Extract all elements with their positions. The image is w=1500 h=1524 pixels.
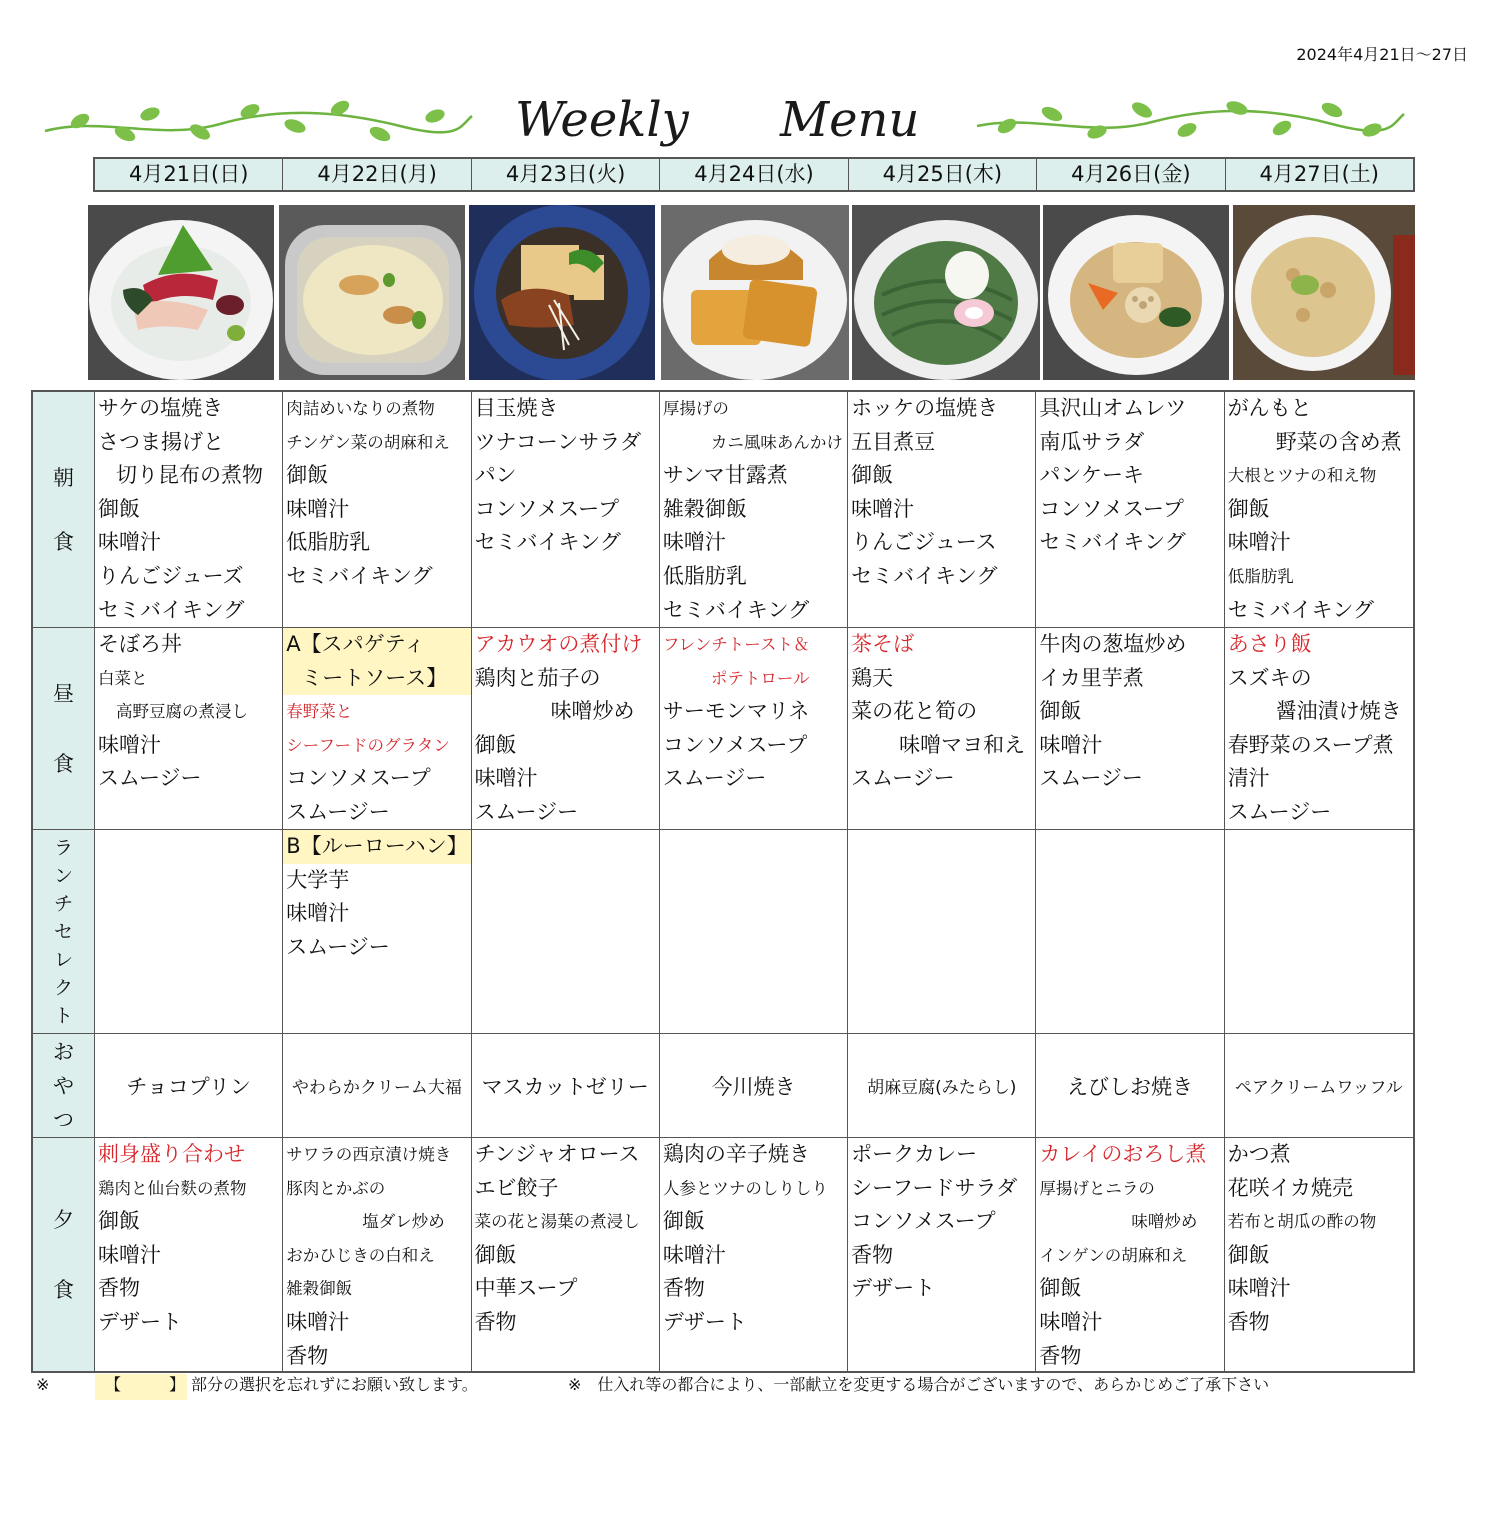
menu-item: 雑穀御飯 xyxy=(662,496,747,521)
menu-item: 味噌汁 xyxy=(1227,530,1291,555)
menu-item: ポテトロール xyxy=(710,668,810,688)
menu-item: さつま揚げと xyxy=(98,429,224,454)
simmered-vegetables-photo xyxy=(1043,205,1229,380)
lunch-select-cell xyxy=(1036,830,1224,1033)
menu-item: 南瓜サラダ xyxy=(1039,429,1145,454)
menu-item: 大学芋 xyxy=(286,867,350,892)
menu-item: 味噌汁 xyxy=(286,901,350,926)
title-weekly: Weekly xyxy=(515,92,689,148)
menu-item: スムージー xyxy=(1227,799,1332,824)
menu-item: 味噌汁 xyxy=(98,530,161,555)
menu-item: がんもと xyxy=(1227,396,1312,420)
menu-item: チンジャオロース xyxy=(474,1142,640,1166)
menu-item: 茶そば xyxy=(851,632,915,656)
lunch-option-a: A【スパゲティ xyxy=(283,628,470,662)
menu-item: 中華スープ xyxy=(474,1276,578,1301)
lunch-cell xyxy=(1036,628,1224,829)
breakfast-label xyxy=(33,392,95,627)
snack-item: やわらかクリーム大福 xyxy=(291,1078,462,1098)
menu-item: スムージー xyxy=(98,766,202,791)
menu-table xyxy=(31,390,1415,1373)
lunch-cell xyxy=(95,628,283,829)
snack-cell xyxy=(848,1034,1036,1137)
label-char: ク xyxy=(53,976,73,999)
snack-cell xyxy=(95,1034,283,1137)
menu-item: 味噌汁 xyxy=(98,1242,161,1267)
menu-item: スムージー xyxy=(474,799,579,824)
snack-cell xyxy=(1225,1034,1413,1137)
menu-item: シーフードのグラタン xyxy=(286,735,450,755)
menu-item: デザート xyxy=(98,1309,182,1334)
menu-item: スムージー xyxy=(286,799,390,824)
lunch-cell xyxy=(283,628,471,829)
menu-item: 香物 xyxy=(851,1242,894,1267)
lunch-select-label xyxy=(33,830,95,1033)
menu-item: 味噌炒め xyxy=(1131,1212,1198,1232)
menu-item: 味噌汁 xyxy=(286,1309,350,1334)
menu-item: 味噌汁 xyxy=(851,496,915,521)
menu-item: コンソメスープ xyxy=(851,1209,996,1234)
menu-item: 具沢山オムレツ xyxy=(1039,396,1187,420)
menu-item: 御飯 xyxy=(851,463,894,488)
menu-item: 味噌汁 xyxy=(98,732,161,757)
menu-item: 香物 xyxy=(662,1276,705,1301)
menu-item: コンソメスープ xyxy=(662,732,808,757)
dinner-cell xyxy=(660,1138,848,1371)
menu-item: 大根とツナの和え物 xyxy=(1227,466,1377,486)
title-banner xyxy=(40,92,1420,158)
label-char: 朝 xyxy=(53,465,74,490)
menu-item: 刺身盛り合わせ xyxy=(98,1142,245,1166)
menu-item: コンソメスープ xyxy=(474,496,620,521)
menu-item: 味噌汁 xyxy=(662,1242,726,1267)
label-char: チ xyxy=(53,892,73,915)
lunch-cell xyxy=(848,628,1036,829)
menu-item: 香物 xyxy=(474,1309,517,1334)
snack-item: チョコプリン xyxy=(126,1074,251,1099)
menu-item: 御飯 xyxy=(98,496,140,521)
snack-item: 胡麻豆腐(みたらし) xyxy=(867,1078,1017,1098)
menu-item: スムージー xyxy=(851,766,955,791)
menu-item: 御飯 xyxy=(286,463,329,488)
menu-item: 鶏肉の辛子焼き xyxy=(662,1142,810,1166)
breakfast-cell xyxy=(283,392,471,627)
menu-item: ツナコーンサラダ xyxy=(474,429,642,454)
menu-item: パンケーキ xyxy=(1039,463,1144,488)
menu-item: カレイのおろし煮 xyxy=(1039,1142,1207,1166)
menu-item: 雑穀御飯 xyxy=(286,1279,353,1299)
menu-item: 野菜の含め煮 xyxy=(1275,429,1402,454)
menu-item: 牛肉の葱塩炒め xyxy=(1039,632,1187,656)
clam-rice-photo xyxy=(1233,205,1415,380)
label-char: 食 xyxy=(53,529,74,554)
menu-item: 春野菜のスープ煮 xyxy=(1227,732,1394,757)
menu-item: インゲンの胡麻和え xyxy=(1039,1245,1188,1265)
label-char: 夕 xyxy=(53,1207,74,1232)
date-cell: 4月23日(火) xyxy=(472,159,660,190)
lunch-select-cell xyxy=(95,830,283,1033)
menu-item: 白菜と xyxy=(98,668,148,688)
snack-item: 今川焼き xyxy=(711,1074,796,1099)
menu-item: 味噌汁 xyxy=(286,496,350,521)
menu-item: サンマ甘露煮 xyxy=(662,463,788,488)
menu-item: デザート xyxy=(662,1309,747,1334)
breakfast-cell xyxy=(848,392,1036,627)
menu-item: 低脂肪乳 xyxy=(1227,566,1294,586)
lunch-select-cell xyxy=(660,830,848,1033)
menu-item: スムージー xyxy=(662,766,767,791)
menu-item: サケの塩焼き xyxy=(98,396,224,420)
label-char: 食 xyxy=(53,1277,74,1302)
menu-item: 五目煮豆 xyxy=(851,429,936,454)
menu-item: 肉詰めいなりの煮物 xyxy=(286,399,435,418)
menu-item: あさり飯 xyxy=(1227,632,1312,656)
menu-item: 春野菜と xyxy=(286,702,353,722)
dinner-label xyxy=(33,1138,95,1371)
menu-item: そぼろ丼 xyxy=(98,632,182,656)
menu-item: かつ煮 xyxy=(1227,1142,1291,1166)
label-char: や xyxy=(53,1073,74,1098)
menu-item: 御飯 xyxy=(98,1209,140,1234)
breakfast-cell xyxy=(1225,392,1413,627)
menu-item: 豚肉とかぶの xyxy=(286,1178,386,1198)
menu-item: 目玉焼き xyxy=(474,396,559,420)
label-char: ラ xyxy=(53,836,73,859)
date-cell: 4月25日(木) xyxy=(849,159,1037,190)
food-photo-row xyxy=(88,205,1415,380)
menu-item: 塩ダレ炒め xyxy=(362,1212,445,1232)
menu-item: フレンチトースト＆ xyxy=(662,635,810,654)
green-tea-soba-photo xyxy=(852,205,1040,380)
menu-item: セミバイキング xyxy=(98,597,245,622)
snack-cell xyxy=(660,1034,848,1137)
menu-item: 厚揚げの xyxy=(662,399,729,418)
menu-item: セミバイキング xyxy=(286,563,433,588)
menu-item: パン xyxy=(474,463,517,488)
menu-item: 香物 xyxy=(286,1343,329,1368)
menu-item: セミバイキング xyxy=(851,563,998,588)
menu-item: エビ餃子 xyxy=(474,1175,559,1200)
menu-item: 若布と胡瓜の酢の物 xyxy=(1227,1212,1377,1232)
breakfast-cell xyxy=(472,392,660,627)
label-char: 食 xyxy=(53,751,74,776)
menu-item: 味噌汁 xyxy=(1039,732,1103,757)
gratin-photo xyxy=(279,205,465,380)
snack-item: ペアクリームワッフル xyxy=(1234,1078,1403,1098)
snack-item: えびしお焼き xyxy=(1067,1074,1194,1099)
menu-item: サーモンマリネ xyxy=(662,699,810,724)
menu-item: 人参とツナのしりしり xyxy=(662,1178,828,1198)
menu-item: 御飯 xyxy=(1227,1242,1270,1267)
lunch-cell xyxy=(472,628,660,829)
menu-item: デザート xyxy=(851,1276,936,1301)
menu-item: セミバイキング xyxy=(662,597,810,622)
date-cell: 4月27日(土) xyxy=(1259,162,1379,186)
snack-item: マスカットゼリー xyxy=(481,1074,649,1099)
menu-item: 菜の花と筍の xyxy=(851,699,978,724)
date-header-row xyxy=(93,157,1415,192)
menu-item: 鶏天 xyxy=(851,665,894,690)
menu-item: サワラの西京漬け焼き xyxy=(286,1145,452,1164)
menu-item: スムージー xyxy=(1039,766,1143,791)
lunch-select-cell xyxy=(472,830,660,1033)
label-char: セ xyxy=(53,920,73,943)
menu-item: りんごジューズ xyxy=(98,563,244,588)
menu-item: おかひじきの白和え xyxy=(286,1245,435,1265)
simmered-fish-photo xyxy=(469,205,655,380)
menu-item: セミバイキング xyxy=(1227,597,1375,622)
menu-item: 醤油漬け焼き xyxy=(1275,699,1402,724)
menu-item: 味噌汁 xyxy=(1227,1276,1291,1301)
footnote-change-note: ※ 仕入れ等の都合により、一部献立を変更する場合がございますので、あらかじめご了承下さい xyxy=(568,1375,1270,1394)
lunch-option-b: B【ルーローハン】 xyxy=(283,830,470,864)
menu-item: 切り昆布の煮物 xyxy=(116,463,263,488)
dinner-cell xyxy=(1225,1138,1413,1371)
menu-item: ホッケの塩焼き xyxy=(851,396,999,420)
lunch-row xyxy=(33,628,1413,830)
menu-item: 鶏肉と茄子の xyxy=(474,665,601,690)
snack-cell xyxy=(472,1034,660,1137)
lunch-option-a: ミートソース】 xyxy=(283,662,470,696)
menu-item: 厚揚げとニラの xyxy=(1039,1178,1155,1198)
date-cell: 4月24日(水) xyxy=(660,159,848,190)
menu-item: 御飯 xyxy=(474,1242,517,1267)
date-cell: 4月26日(金) xyxy=(1037,159,1225,190)
footnote-highlight-bracket: 【 】 xyxy=(95,1374,187,1400)
menu-item: りんごジュース xyxy=(851,530,997,555)
vine-right-decoration xyxy=(972,96,1412,146)
vine-left-decoration xyxy=(40,96,480,146)
lunch-select-row xyxy=(33,830,1413,1034)
menu-item: スズキの xyxy=(1227,665,1312,690)
label-char: レ xyxy=(53,948,73,971)
date-cell: 4月22日(月) xyxy=(283,159,471,190)
menu-item: 味噌マヨ和え xyxy=(899,732,1026,757)
sashimi-photo xyxy=(88,205,274,380)
dinner-row xyxy=(33,1138,1413,1371)
menu-item: 低脂肪乳 xyxy=(286,530,371,555)
menu-item: 味噌汁 xyxy=(1039,1309,1103,1334)
menu-item: 菜の花と湯葉の煮浸し xyxy=(474,1212,640,1232)
menu-item: セミバイキング xyxy=(1039,530,1186,555)
menu-item: 香物 xyxy=(1039,1343,1082,1368)
menu-item: 御飯 xyxy=(1039,1276,1082,1301)
menu-item: 清汁 xyxy=(1227,766,1270,791)
menu-item: シーフードサラダ xyxy=(851,1175,1018,1200)
menu-item: アカウオの煮付け xyxy=(474,632,643,656)
breakfast-cell xyxy=(1036,392,1224,627)
label-char: お xyxy=(53,1039,74,1064)
date-cell: 4月21日(日) xyxy=(95,159,283,190)
menu-item: 御飯 xyxy=(474,732,517,757)
snack-cell xyxy=(1036,1034,1224,1137)
label-char: ン xyxy=(53,864,73,887)
lunch-cell xyxy=(1225,628,1413,829)
footnote-selection-note: 部分の選択を忘れずにお願い致します。 xyxy=(191,1375,478,1394)
footnote-mark: ※ xyxy=(36,1375,50,1394)
label-char: つ xyxy=(53,1107,74,1132)
menu-item: 低脂肪乳 xyxy=(662,563,747,588)
snack-cell xyxy=(283,1034,471,1137)
breakfast-row xyxy=(33,392,1413,628)
menu-item: チンゲン菜の胡麻和え xyxy=(286,432,450,452)
lunch-cell xyxy=(660,628,848,829)
menu-item: 御飯 xyxy=(662,1209,705,1234)
dinner-cell xyxy=(95,1138,283,1371)
breakfast-cell xyxy=(660,392,848,627)
menu-item: 御飯 xyxy=(1227,496,1270,521)
snack-row xyxy=(33,1034,1413,1138)
menu-item: イカ里芋煮 xyxy=(1039,665,1144,690)
label-char: ト xyxy=(53,1004,73,1027)
label-char: 昼 xyxy=(53,681,74,706)
menu-item: コンソメスープ xyxy=(1039,496,1184,521)
dinner-cell xyxy=(283,1138,471,1371)
menu-item: セミバイキング xyxy=(474,530,621,555)
menu-item: 香物 xyxy=(98,1276,140,1301)
menu-item: ポークカレー xyxy=(851,1142,978,1166)
title-menu: Menu xyxy=(780,92,920,148)
french-toast-photo xyxy=(661,205,849,380)
menu-item: 鶏肉と仙台麩の煮物 xyxy=(98,1178,247,1198)
menu-item: 花咲イカ焼売 xyxy=(1227,1175,1354,1200)
dinner-cell xyxy=(848,1138,1036,1371)
menu-item: カニ風味あんかけ xyxy=(710,432,843,452)
menu-item: 御飯 xyxy=(1039,699,1082,724)
menu-item: 味噌炒め xyxy=(550,699,635,724)
menu-item: コンソメスープ xyxy=(286,766,431,791)
date-range: 2024年4月21日～27日 xyxy=(1296,45,1468,64)
menu-item: 香物 xyxy=(1227,1309,1270,1334)
lunch-label xyxy=(33,628,95,829)
dinner-cell xyxy=(1036,1138,1224,1371)
lunch-select-cell xyxy=(283,830,471,1033)
snack-label xyxy=(33,1034,95,1137)
lunch-select-cell xyxy=(848,830,1036,1033)
menu-item: 味噌汁 xyxy=(474,766,538,791)
lunch-select-cell xyxy=(1225,830,1413,1033)
menu-item: 高野豆腐の煮浸し xyxy=(116,702,248,722)
menu-item: スムージー xyxy=(286,934,390,959)
breakfast-cell xyxy=(95,392,283,627)
dinner-cell xyxy=(472,1138,660,1371)
menu-item: 味噌汁 xyxy=(662,530,726,555)
